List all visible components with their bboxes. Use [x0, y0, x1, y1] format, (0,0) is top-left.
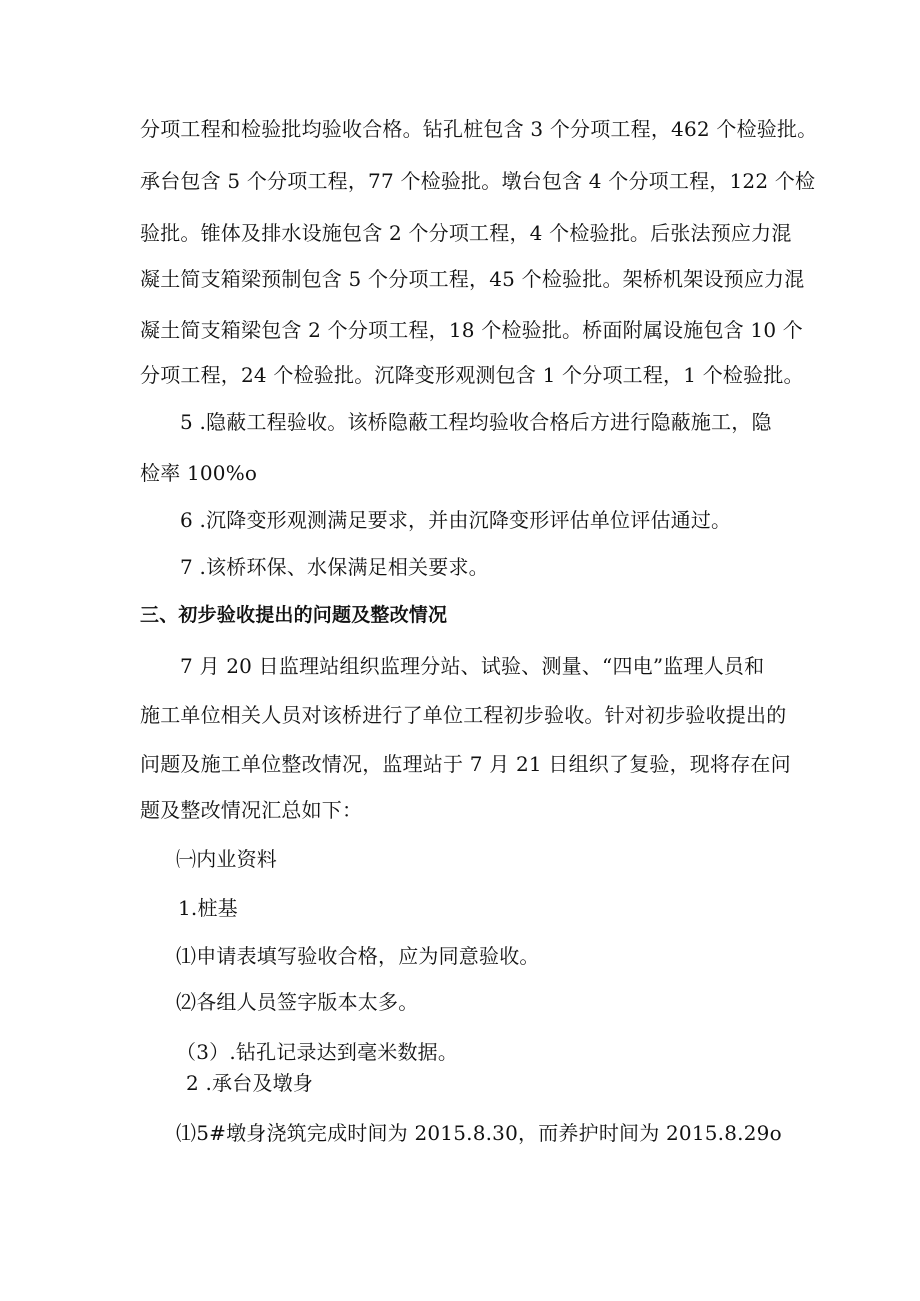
para2-line-1: 7 月 20 日监理站组织监理分站、试验、测量、“四电”监理人员和 [180, 654, 765, 678]
item5-line-1: 5 .隐蔽工程验收。该桥隐蔽工程均验收合格后方进行隐蔽施工，隐 [180, 410, 772, 434]
pile-item-1: ⑴申请表填写验收合格，应为同意验收。 [176, 944, 540, 968]
pier-heading: 2 .承台及墩身 [186, 1071, 314, 1095]
para1-line-5: 凝土简支箱梁包含 2 个分项工程，18 个检验批。桥面附属设施包含 10 个 [140, 318, 804, 342]
para2-line-2: 施工单位相关人员对该桥进行了单位工程初步验收。针对初步验收提出的 [140, 703, 787, 727]
pile-item-3: （3）.钻孔记录达到毫米数据。 [176, 1040, 459, 1064]
item7: 7 .该桥环保、水保满足相关要求。 [180, 555, 489, 579]
pile-item-2: ⑵各组人员签字版本太多。 [176, 990, 419, 1014]
subsection-heading: ㈠内业资料 [176, 847, 277, 871]
para1-line-4: 凝土简支箱梁预制包含 5 个分项工程，45 个检验批。架桥机架设预应力混 [140, 267, 805, 291]
section3-heading: 三、初步验收提出的问题及整改情况 [140, 604, 448, 626]
para2-line-4: 题及整改情况汇总如下： [140, 798, 363, 822]
item6: 6 .沉降变形观测满足要求，并由沉降变形评估单位评估通过。 [180, 508, 732, 532]
pile-heading: 1.桩基 [178, 896, 238, 920]
para1-line-2: 承台包含 5 个分项工程，77 个检验批。墩台包含 4 个分项工程，122 个检 [140, 169, 816, 193]
para1-line-6: 分项工程，24 个检验批。沉降变形观测包含 1 个分项工程，1 个检验批。 [140, 363, 804, 387]
item5-line-2: 检率 100%o [140, 461, 258, 485]
pier-item-1: ⑴5#墩身浇筑完成时间为 2015.8.30，而养护时间为 2015.8.29o [176, 1121, 782, 1145]
para1-line-1: 分项工程和检验批均验收合格。钻孔桩包含 3 个分项工程，462 个检验批。 [140, 117, 818, 141]
para1-line-3: 验批。锥体及排水设施包含 2 个分项工程，4 个检验批。后张法预应力混 [140, 221, 792, 245]
para2-line-3: 问题及施工单位整改情况，监理站于 7 月 21 日组织了复验，现将存在问 [140, 752, 791, 776]
